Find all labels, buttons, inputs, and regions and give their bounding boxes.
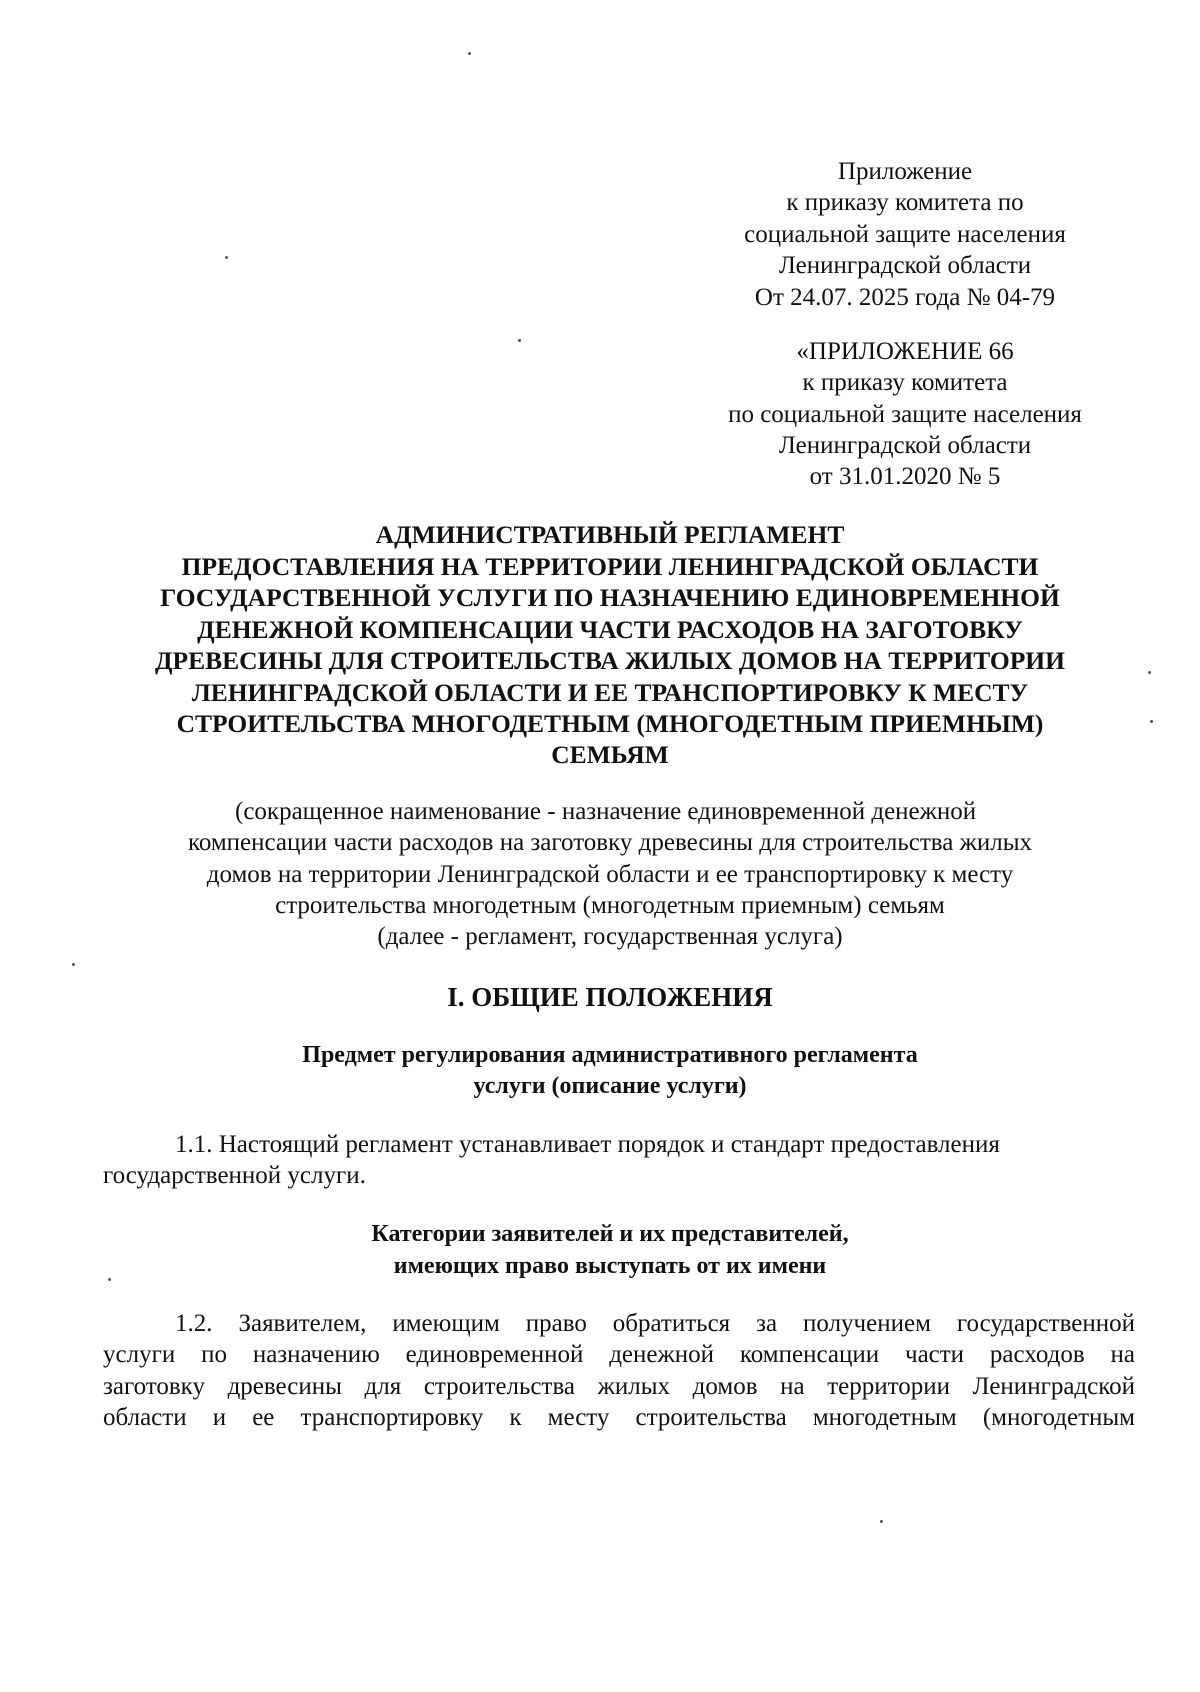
original-appendix-line: «ПРИЛОЖЕНИЕ 66 bbox=[796, 338, 1014, 365]
short-name-line: (сокращенное наименование - назначение единовременной денежной bbox=[235, 798, 977, 825]
scan-speck bbox=[1148, 671, 1151, 674]
scan-speck bbox=[108, 1278, 111, 1281]
appendix-header-line: социальной защите населения bbox=[744, 221, 1066, 248]
title-line: ПРЕДОСТАВЛЕНИЯ НА ТЕРРИТОРИИ ЛЕНИНГРАДСКОЙ ОБЛАСТИ bbox=[181, 552, 1039, 581]
original-appendix-line: к приказу комитета bbox=[802, 369, 1008, 396]
scan-speck bbox=[225, 256, 228, 259]
appendix-header-line: Приложение bbox=[837, 158, 973, 185]
subheading-line: Категории заявителей и их представителей, bbox=[371, 1221, 849, 1247]
section-heading: I. ОБЩИЕ ПОЛОЖЕНИЯ bbox=[447, 982, 773, 1012]
subheading-line: имеющих право выступать от их имени bbox=[393, 1253, 827, 1279]
scan-speck bbox=[72, 963, 75, 966]
scan-speck bbox=[1150, 720, 1153, 723]
appendix-header-line: Ленинградской области bbox=[778, 252, 1032, 279]
original-appendix-line: по социальной защите населения bbox=[728, 401, 1082, 428]
paragraph-line: области и ее транспортировку к месту строительства многодетным (многодетным bbox=[103, 1404, 1135, 1431]
paragraph-line: заготовку древесины для строительства жилых домов на территории Ленинградской bbox=[103, 1373, 1135, 1400]
paragraph-line: услуги по назначению единовременной денежной компенсации части расходов на bbox=[103, 1341, 1135, 1368]
paragraph-line: 1.1. Настоящий регламент устанавливает порядок и стандарт предоставления bbox=[175, 1131, 1000, 1158]
title-line: СЕМЬЯМ bbox=[551, 740, 669, 769]
title-line: ЛЕНИНГРАДСКОЙ ОБЛАСТИ И ЕЕ ТРАНСПОРТИРОВКУ К МЕСТУ bbox=[191, 678, 1029, 707]
original-appendix-date: от 31.01.2020 № 5 bbox=[809, 463, 1001, 490]
original-appendix-line: Ленинградской области bbox=[778, 432, 1032, 459]
appendix-header-line: к приказу комитета по bbox=[786, 189, 1024, 216]
title-line: ДЕНЕЖНОЙ КОМПЕНСАЦИИ ЧАСТИ РАСХОДОВ НА ЗАГОТОВКУ bbox=[197, 615, 1023, 644]
scan-speck bbox=[880, 1520, 883, 1523]
title-line: СТРОИТЕЛЬСТВА МНОГОДЕТНЫМ (МНОГОДЕТНЫМ ПРИЕМНЫМ) bbox=[176, 709, 1044, 738]
short-name-line: строительства многодетным (многодетным приемным) семьям bbox=[275, 892, 945, 919]
paragraph-line: 1.2. Заявителем, имеющим право обратиться за получением государственной bbox=[175, 1310, 1135, 1337]
short-name-line: компенсации части расходов на заготовку древесины для строительства жилых bbox=[187, 829, 1033, 856]
short-name-line: (далее - регламент, государственная услуга) bbox=[377, 923, 843, 950]
title-line: ГОСУДАРСТВЕННОЙ УСЛУГИ ПО НАЗНАЧЕНИЮ ЕДИНОВРЕМЕННОЙ bbox=[160, 583, 1060, 612]
subheading-line: услуги (описание услуги) bbox=[473, 1073, 747, 1099]
short-name-line: домов на территории Ленинградской области и ее транспортировку к месту bbox=[206, 861, 1014, 888]
scan-speck bbox=[468, 52, 471, 55]
title-line: ДРЕВЕСИНЫ ДЛЯ СТРОИТЕЛЬСТВА ЖИЛЫХ ДОМОВ НА ТЕРРИТОРИИ bbox=[155, 646, 1065, 675]
paragraph-line: государственной услуги. bbox=[103, 1162, 366, 1189]
appendix-header-date: От 24.07. 2025 года № 04-79 bbox=[754, 284, 1056, 311]
title-line: АДМИНИСТРАТИВНЫЙ РЕГЛАМЕНТ bbox=[375, 520, 845, 549]
subheading-line: Предмет регулирования административного регламента bbox=[302, 1042, 918, 1068]
scan-speck bbox=[518, 339, 521, 342]
